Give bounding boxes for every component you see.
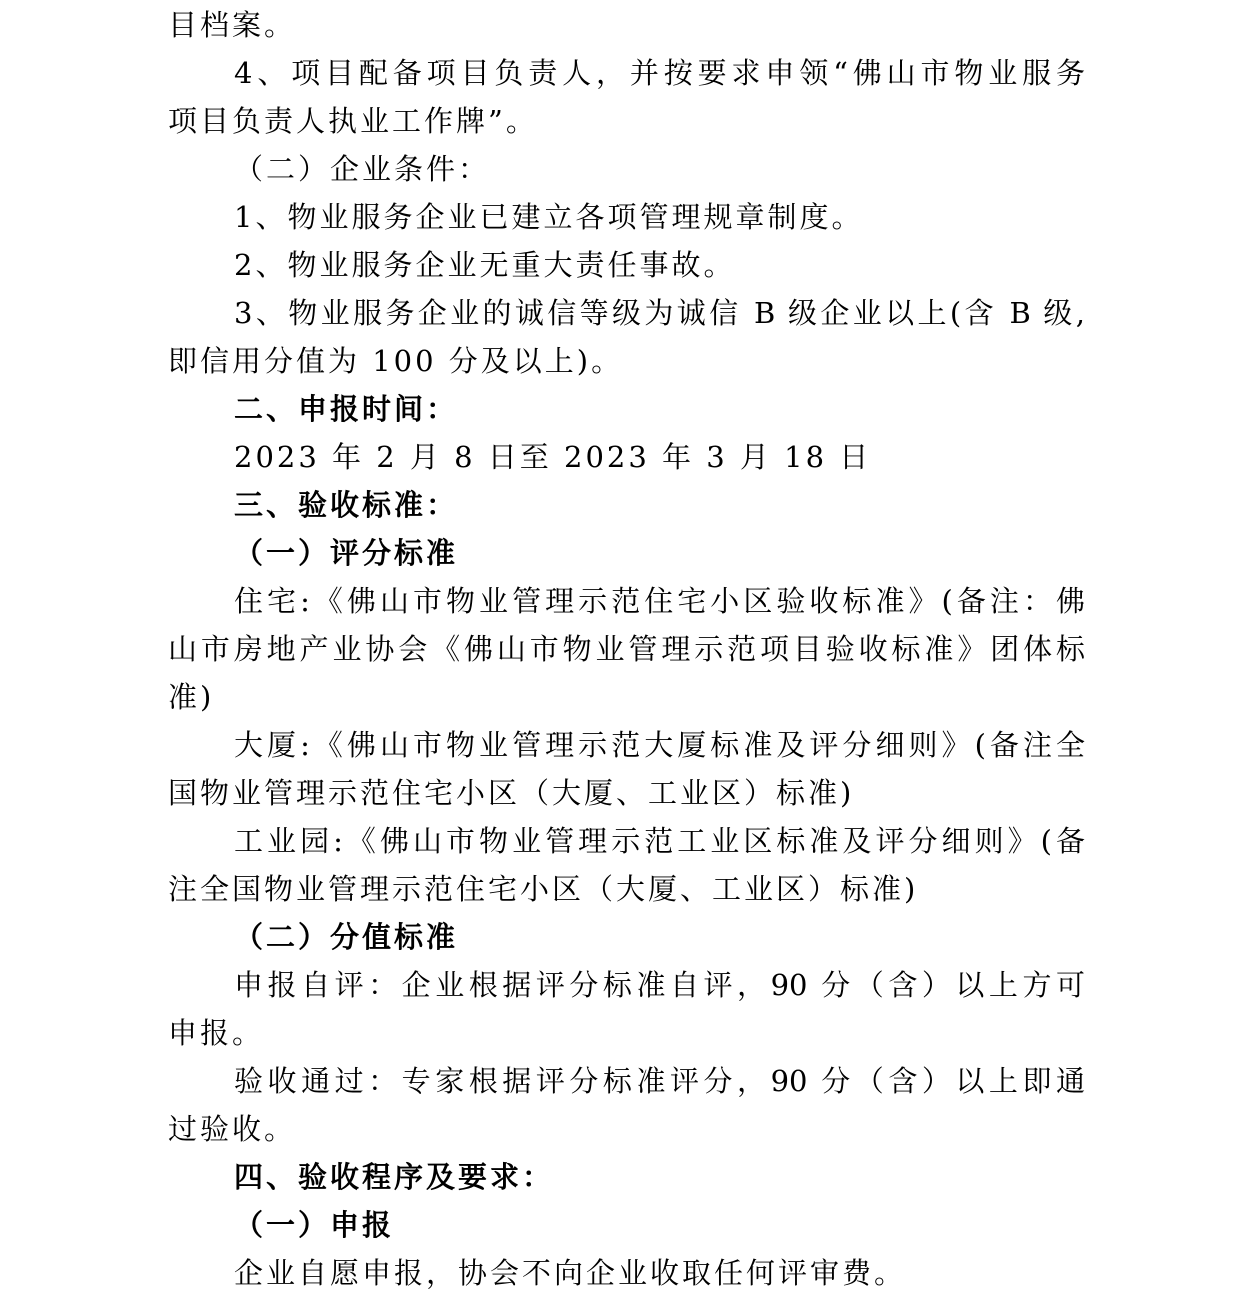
text-line: 注全国物业管理示范住宅小区（大厦、工业区）标准) [168, 872, 919, 906]
section-heading: （一）评分标准 [234, 536, 459, 570]
text-line: 验收通过：专家根据评分标准评分，90 分（含）以上即通 [234, 1064, 1085, 1098]
text-line: 申报。 [168, 1016, 265, 1050]
text-line: 即信用分值为 100 分及以上)。 [168, 344, 624, 378]
section-heading: （二）分值标准 [234, 920, 459, 954]
section-heading: 二、申报时间： [234, 392, 459, 426]
section-heading: （一）申报 [234, 1208, 395, 1242]
text-line: 申报自评：企业根据评分标准自评，90 分（含）以上方可 [234, 968, 1085, 1002]
text-line: （二）企业条件： [234, 152, 491, 186]
text-line: 3、物业服务企业的诚信等级为诚信 B 级企业以上(含 B 级, [234, 296, 1085, 330]
text-line: 企业自愿申报，协会不向企业收取任何评审费。 [234, 1256, 907, 1290]
text-line: 准) [168, 680, 215, 714]
text-line: 2、物业服务企业无重大责任事故。 [234, 248, 736, 282]
text-line: 大厦:《佛山市物业管理示范大厦标准及评分细则》(备注全 [234, 728, 1085, 762]
section-heading: 三、验收标准： [234, 488, 459, 522]
text-line: 项目负责人执业工作牌”。 [168, 104, 538, 138]
text-line: 过验收。 [168, 1112, 297, 1146]
text-line: 2023 年 2 月 8 日至 2023 年 3 月 18 日 [234, 440, 872, 474]
text-line: 4、项目配备项目负责人，并按要求申领“佛山市物业服务 [234, 56, 1085, 90]
text-line: 国物业管理示范住宅小区（大厦、工业区）标准) [168, 776, 855, 810]
text-line: 住宅:《佛山市物业管理示范住宅小区验收标准》(备注：佛 [234, 584, 1085, 618]
text-line: 目档案。 [168, 8, 297, 42]
text-line: 工业园:《佛山市物业管理示范工业区标准及评分细则》(备 [234, 824, 1085, 858]
text-line: 山市房地产业协会《佛山市物业管理示范项目验收标准》团体标 [168, 632, 1085, 666]
text-line: 1、物业服务企业已建立各项管理规章制度。 [234, 200, 864, 234]
section-heading: 四、验收程序及要求： [234, 1160, 555, 1194]
